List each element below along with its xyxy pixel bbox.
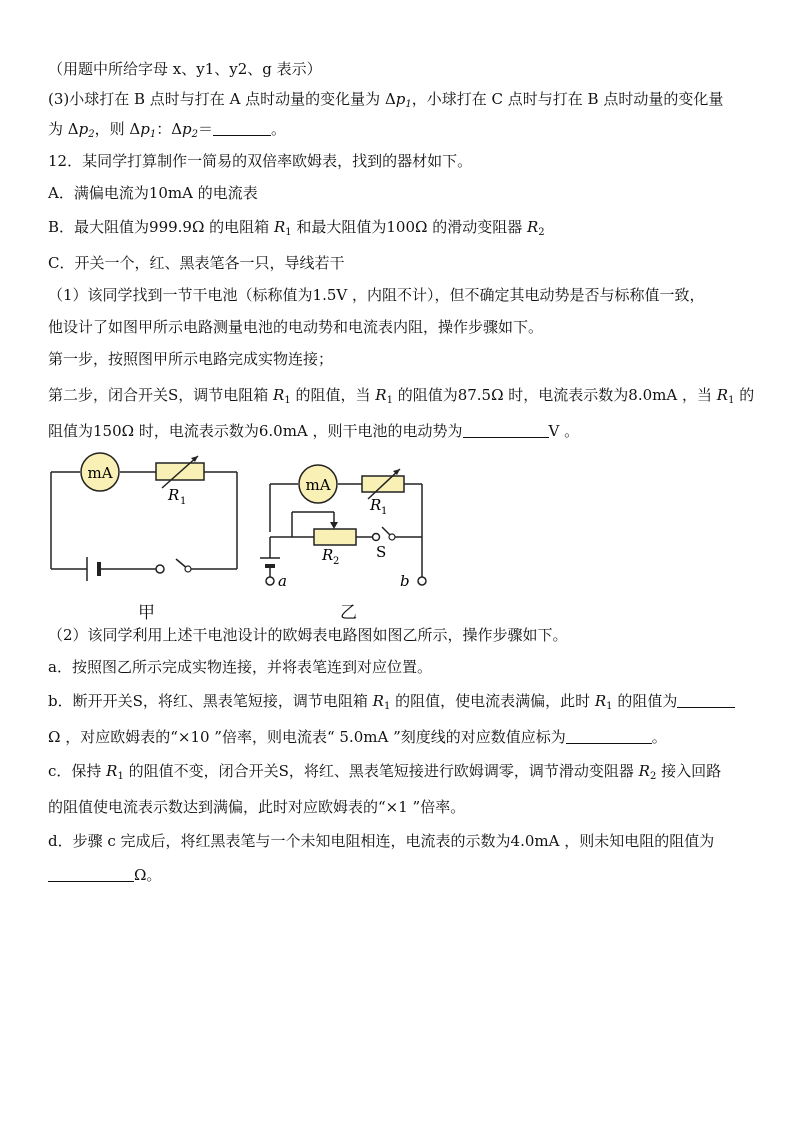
text: Ω ，对应欧姆表的“×10 ”倍率，则电流表“ 5.0mA ”刻度线的对应数值应标为 bbox=[48, 728, 566, 746]
text: Ω。 bbox=[134, 866, 162, 884]
line-15 bbox=[48, 690, 735, 718]
line-19: d．步骤 c 完成后，将红黑表笔与一个未知电阻相连，电流表的示数为4.0mA ，则未知电阻的阻值为 bbox=[48, 832, 715, 850]
resistor-box-icon bbox=[362, 469, 404, 499]
terminal-a-icon bbox=[266, 577, 274, 585]
sub: 1 bbox=[117, 771, 124, 782]
ammeter-icon bbox=[81, 453, 119, 491]
text: (3)小球打在 B 点时与打在 A 点时动量的变化量为 Δ bbox=[48, 90, 396, 108]
sub: 2 bbox=[538, 227, 545, 238]
symbol-r: R bbox=[375, 386, 387, 404]
ammeter-icon bbox=[299, 465, 337, 503]
text: ，小球打在 C 点时与打在 B 点时动量的变化量 bbox=[411, 90, 724, 108]
sub: 1 bbox=[285, 227, 292, 238]
answer-blank-3 bbox=[213, 121, 271, 136]
circuit-figure-jia bbox=[44, 452, 244, 582]
sub: 2 bbox=[649, 771, 657, 782]
line-18: 的阻值使电流表示数达到满偏，此时对应欧姆表的“×1 ”倍率。 bbox=[48, 798, 466, 816]
sub: 1 bbox=[606, 701, 613, 712]
line-3 bbox=[48, 118, 286, 146]
line-14: a．按照图乙所示完成实物连接，并将表笔连到对应位置。 bbox=[48, 658, 432, 676]
line-20 bbox=[48, 864, 161, 886]
text: 。 bbox=[651, 728, 667, 746]
text: 接入回路 bbox=[656, 762, 722, 780]
line-7: C．开关一个，红、黑表笔各一只，导线若干 bbox=[48, 254, 345, 272]
sub: 1 bbox=[383, 701, 391, 712]
sub: 1 bbox=[149, 129, 157, 140]
text: b．断开开关S，将红、黑表笔短接，调节电阻箱 bbox=[48, 692, 373, 710]
circuit-figure-yi bbox=[254, 462, 444, 597]
text: 。 bbox=[271, 120, 287, 138]
switch-label: S bbox=[376, 543, 387, 561]
ammeter-label: mA bbox=[305, 476, 331, 494]
text: 阻值为150Ω 时，电流表示数为6.0mA ，则干电池的电动势为 bbox=[48, 422, 463, 440]
symbol-r: R bbox=[594, 692, 607, 710]
text: ＝ bbox=[198, 120, 214, 138]
resistor-label: R bbox=[168, 486, 180, 504]
terminal-b-label: b bbox=[400, 572, 410, 590]
ammeter-label: mA bbox=[87, 464, 113, 482]
symbol-p: p bbox=[78, 120, 89, 138]
text: 的阻值，当 bbox=[290, 386, 376, 404]
switch-icon bbox=[373, 534, 396, 541]
caption-yi: 乙 bbox=[340, 603, 357, 623]
text: 的阻值不变，闭合开关S，将红、黑表笔短接进行欧姆调零，调节滑动变阻器 bbox=[123, 762, 639, 780]
text: c．保持 bbox=[48, 762, 107, 780]
line-16 bbox=[48, 726, 667, 748]
text: ：Δ bbox=[156, 120, 183, 138]
answer-blank-resistance bbox=[48, 867, 134, 882]
text: 和最大阻值为100Ω 的滑动变阻器 bbox=[291, 218, 527, 236]
line-1: （用题中所给字母 x、y1、y2、g 表示） bbox=[48, 60, 322, 78]
line-5: A．满偏电流为10mA 的电流表 bbox=[48, 184, 258, 202]
symbol-r: R bbox=[716, 386, 729, 404]
battery-icon bbox=[87, 557, 99, 581]
sub: 1 bbox=[728, 395, 735, 406]
line-4: 12．某同学打算制作一简易的双倍率欧姆表，找到的器材如下。 bbox=[48, 152, 473, 170]
symbol-r: R bbox=[527, 218, 539, 236]
text: 的阻值，使电流表满偏，此时 bbox=[390, 692, 595, 710]
terminal-a-label: a bbox=[278, 572, 287, 590]
answer-blank-emf bbox=[463, 423, 549, 438]
sub: 2 bbox=[191, 129, 199, 140]
caption-jia: 甲 bbox=[138, 603, 155, 623]
symbol-r: R bbox=[273, 218, 286, 236]
text: 的阻值为87.5Ω 时，电流表示数为8.0mA ，当 bbox=[392, 386, 717, 404]
symbol-p: p bbox=[395, 90, 406, 108]
r1-label: R bbox=[370, 496, 382, 514]
symbol-r: R bbox=[638, 762, 650, 780]
line-6 bbox=[48, 216, 545, 244]
symbol-r: R bbox=[106, 762, 118, 780]
sub: 1 bbox=[405, 99, 412, 110]
resistor-sub: 1 bbox=[180, 496, 187, 507]
answer-blank-scale bbox=[566, 729, 652, 744]
text: B．最大阻值为999.9Ω 的电阻箱 bbox=[48, 218, 274, 236]
sub: 1 bbox=[386, 395, 393, 406]
r2-label: R bbox=[322, 546, 334, 564]
line-12 bbox=[48, 420, 579, 442]
sub: 1 bbox=[284, 395, 291, 406]
text: V 。 bbox=[548, 422, 580, 440]
line-13: （2）该同学利用上述干电池设计的欧姆表电路图如图乙所示，操作步骤如下。 bbox=[48, 626, 568, 644]
line-17 bbox=[48, 760, 721, 788]
line-10: 第一步，按照图甲所示电路完成实物连接； bbox=[48, 350, 334, 368]
symbol-r: R bbox=[273, 386, 285, 404]
answer-blank-r1 bbox=[677, 693, 735, 708]
line-8: （1）该同学找到一节干电池（标称值为1.5V ，内阻不计），但不确定其电动势是否与标称值一致， bbox=[48, 286, 705, 304]
text: 第二步，闭合开关S，调节电阻箱 bbox=[48, 386, 274, 404]
symbol-p: p bbox=[182, 120, 192, 138]
line-9: 他设计了如图甲所示电路测量电池的电动势和电流表内阻，操作步骤如下。 bbox=[48, 318, 544, 336]
line-2 bbox=[48, 88, 723, 116]
resistor-box-icon bbox=[156, 456, 204, 488]
r1-sub: 1 bbox=[381, 506, 388, 517]
symbol-r: R bbox=[372, 692, 384, 710]
battery-icon bbox=[260, 558, 280, 566]
sub: 2 bbox=[88, 129, 95, 140]
text: 的 bbox=[734, 386, 755, 404]
line-11 bbox=[48, 384, 754, 412]
text: ，则 Δ bbox=[94, 120, 141, 138]
text: 为 Δ bbox=[48, 120, 79, 138]
r2-sub: 2 bbox=[333, 556, 340, 567]
symbol-p: p bbox=[140, 120, 150, 138]
terminal-b-icon bbox=[418, 577, 426, 585]
switch-icon bbox=[156, 565, 191, 573]
text: 的阻值为 bbox=[612, 692, 678, 710]
rheostat-icon bbox=[314, 529, 356, 545]
